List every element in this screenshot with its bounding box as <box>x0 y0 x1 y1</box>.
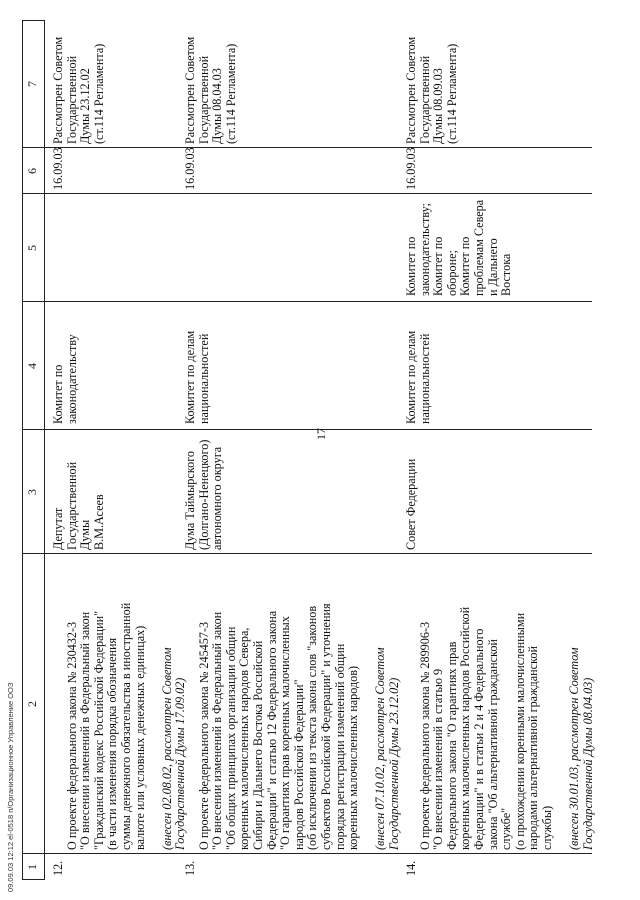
bill-note: (внесен 07.10.02, рассмотрен Советом Государственной Думы 23.12.02) <box>373 647 401 850</box>
column-divider <box>22 853 592 854</box>
row-status: Рассмотрен Советом Государственной Думы 08.09.03 (ст.114 Регламента) <box>404 36 459 144</box>
row-number: 12. <box>51 860 65 876</box>
row-description <box>52 550 202 850</box>
row-description <box>184 550 415 850</box>
column-header-2: 2 <box>25 701 39 707</box>
column-divider <box>22 429 592 430</box>
row-status: Рассмотрен Советом Государственной Думы 23.12.02 (ст.114 Регламента) <box>51 36 106 144</box>
rotated-table <box>22 20 595 880</box>
row-author: Совет Федерации <box>404 458 418 550</box>
row-committee: Комитет по делам национальностей <box>183 330 211 424</box>
bill-description: О проекте федерального закона № 245457-3 "О внесении изменений в Федеральный закон "Об общих принципах организации общин коренных малочисленных народов Севера, Сибири и Дальнего Востока Российской Федерации" и статью 12 Федерального закона "О гарантиях прав коренных малочисленных народов Российской Федерации" (об исключении из текста закона слов "законов субъектов Российской Федерации" и уточнения порядка регистрации изменений общин коренных малочисленных народов) <box>196 603 361 850</box>
column-divider <box>22 147 592 148</box>
row-committee: Комитет по законодательству <box>51 334 79 424</box>
row-date: 16.09.03 <box>183 147 197 190</box>
bill-note: (внесен 30.01.03, рассмотрен Советом Государственной Думы 08.04.03) <box>567 647 595 850</box>
column-header-6: 6 <box>25 168 39 174</box>
row-number: 14. <box>404 860 418 876</box>
row-author: Депутат Государственной Думы В.М.Асеев <box>51 461 106 550</box>
print-footer: 09.09.03 12:12 el-0518 п/Организационное Управление ООЗ <box>6 682 15 892</box>
bill-description: О проекте федерального закона № 230432-3 "О внесении изменений в Федеральный закон "Гражданский кодекс Российской Федерации" (в части изменения порядка обозначения суммы денежного обязательства в иностранной валюте или условных денежных единицах) <box>64 602 147 850</box>
column-header-5: 5 <box>25 245 39 251</box>
column-divider <box>22 301 592 302</box>
row-date: 16.09.03 <box>404 147 418 190</box>
column-header-4: 4 <box>25 363 39 369</box>
column-header-3: 3 <box>25 489 39 495</box>
page-number: 17 <box>314 428 328 440</box>
column-header-1: 1 <box>25 864 39 870</box>
row-committee: Комитет по делам национальностей <box>404 330 432 424</box>
column-header-7: 7 <box>25 81 39 87</box>
row-date: 16.09.03 <box>51 147 65 190</box>
bill-note: (внесен 02.08.02, рассмотрен Советом Государственной Думы 17.09.02) <box>159 647 188 850</box>
row-number: 13. <box>183 860 197 876</box>
header-divider <box>44 20 45 880</box>
row-author: Дума Таймырского (Долгано-Ненецкого) автономного округа <box>183 439 225 550</box>
row-co-executors: Комитет по законодательству; Комитет по обороне; Комитет по проблемам Севера и Дальнего Востока <box>404 199 514 296</box>
bill-description: О проекте федерального закона № 289906-3 "О внесении изменений в статью 9 Федерального закона "О гарантиях прав коренных малочисленных народов Российской Федерации" и в статьи 2 и 4 Федерального закона "Об альтернативной гражданской службе" (о прохождении коренными малочисленными народами альтернативной гражданской службы) <box>417 606 554 850</box>
row-status: Рассмотрен Советом Государственной Думы 08.04.03 (ст.114 Регламента) <box>183 36 238 144</box>
row-description <box>405 550 609 850</box>
table-top-border <box>22 20 23 880</box>
